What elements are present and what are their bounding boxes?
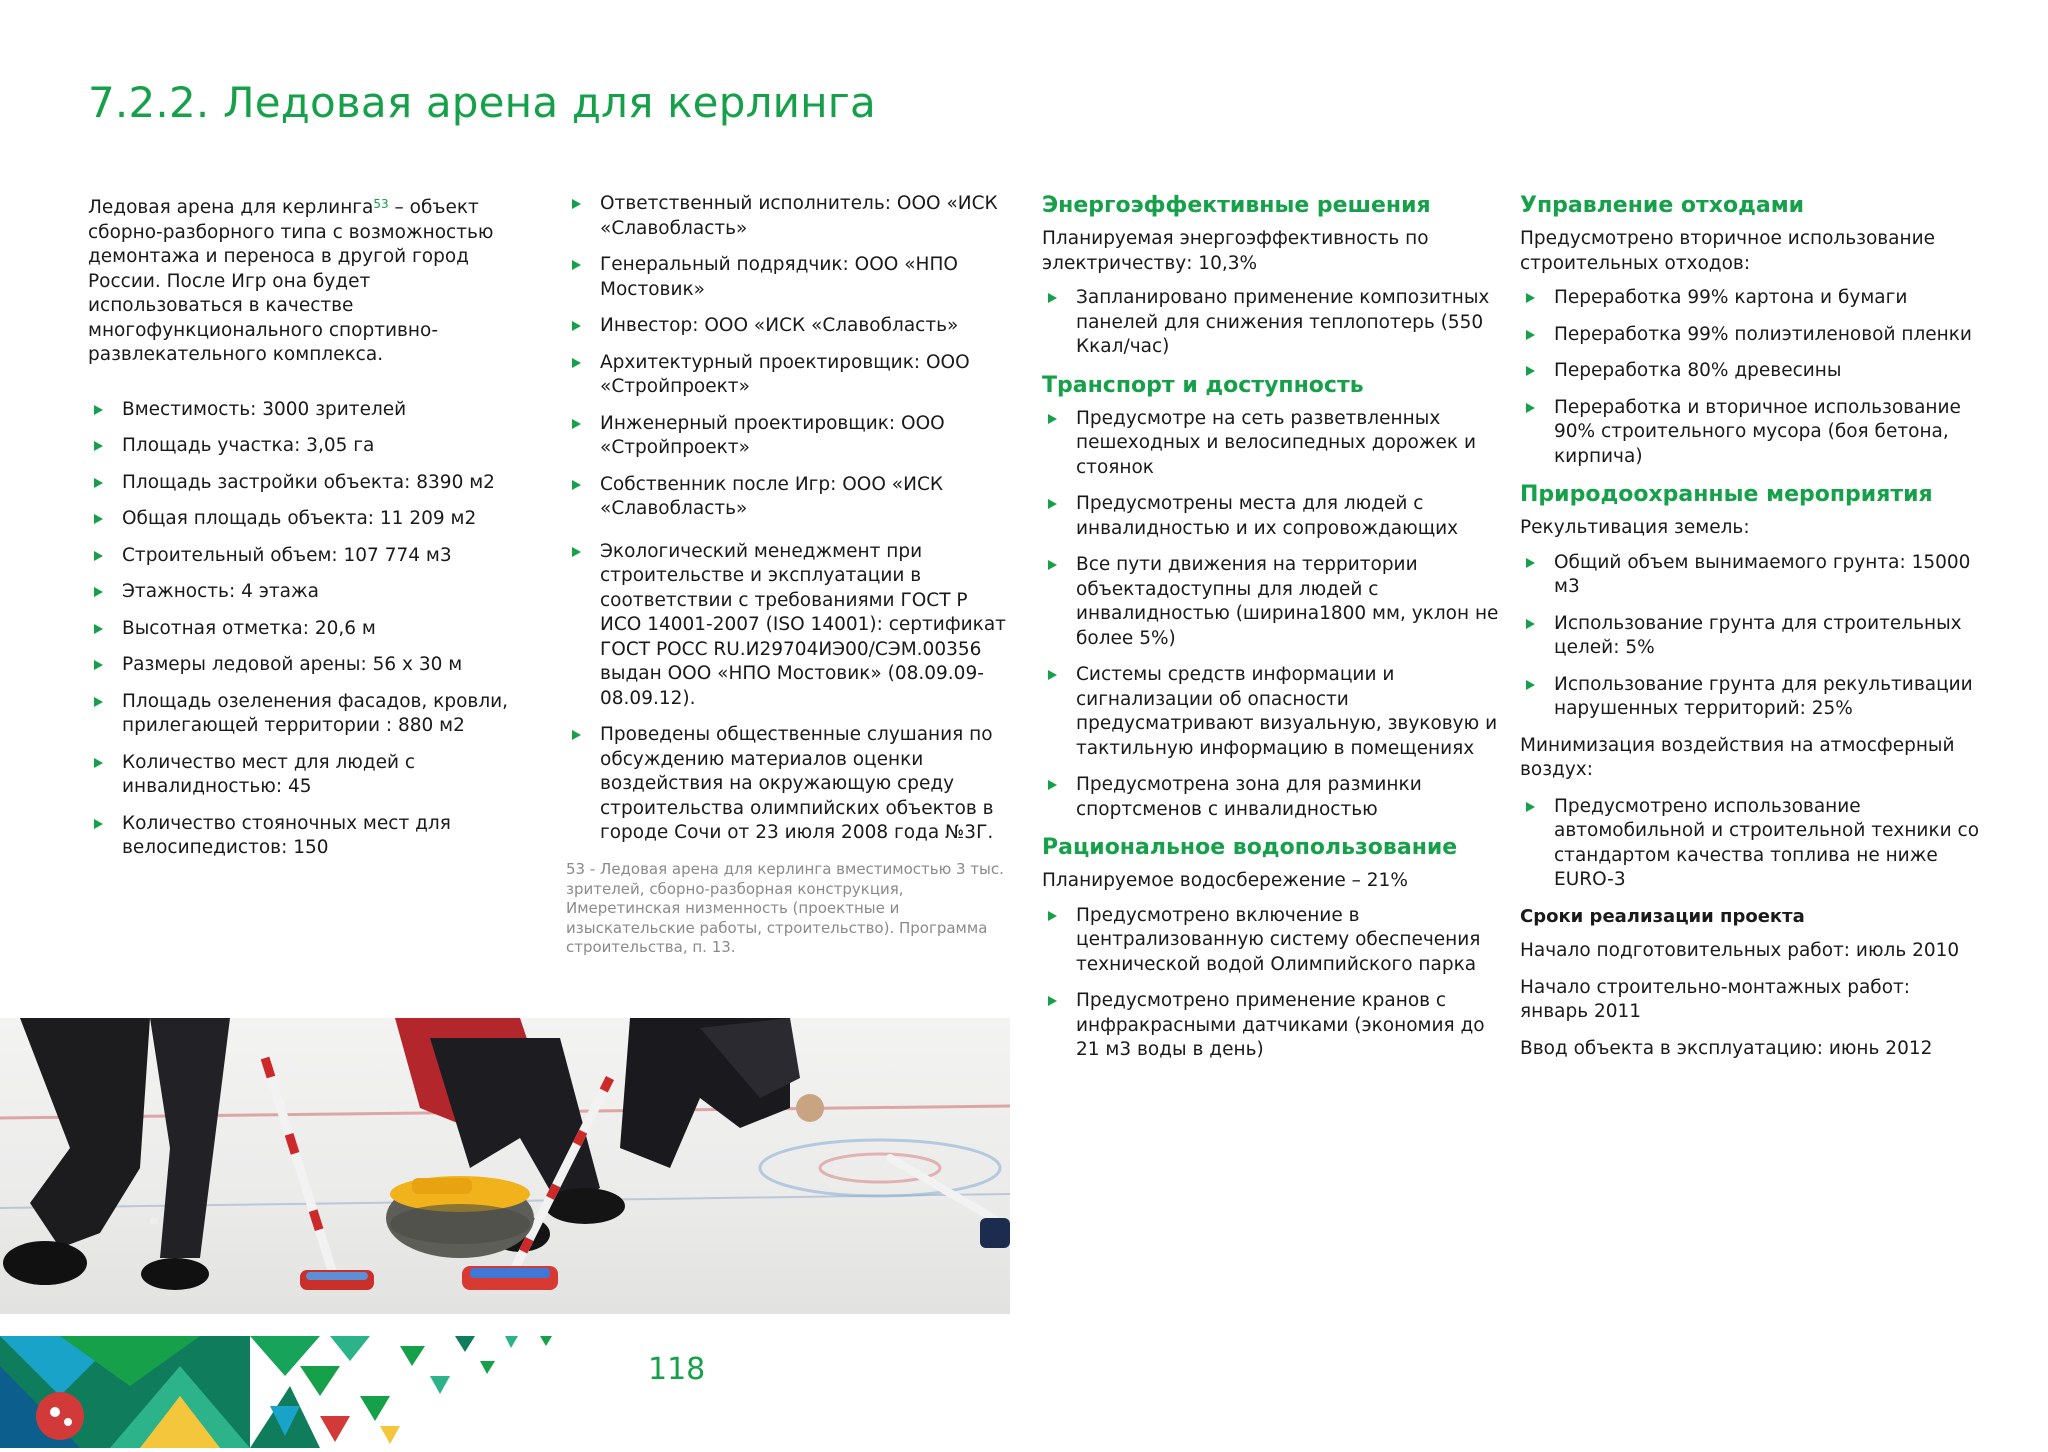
footnote-ref[interactable]: 53 <box>373 197 389 211</box>
list-item <box>1520 323 1980 348</box>
column-environment <box>1520 192 1980 1073</box>
bullet-triangle-icon <box>572 730 581 740</box>
bullet-triangle-icon <box>94 551 103 561</box>
bullet-triangle-icon <box>572 260 581 270</box>
list-item <box>566 253 1010 302</box>
section-text: Минимизация воздействия на атмосферный воздух: <box>1520 734 1955 780</box>
list-item-text: Переработка 99% картона и бумаги <box>1554 287 1908 308</box>
list-item-text: Размеры ледовой арены: 56 х 30 м <box>122 654 463 675</box>
list-item-text: Общая площадь объекта: 11 209 м2 <box>122 508 477 529</box>
section-heading-water: Рациональное водопользование <box>1042 835 1458 860</box>
bullet-triangle-icon <box>1526 680 1535 690</box>
list-item-text: Количество мест для людей с инвалидностью: 45 <box>122 751 416 797</box>
list-item-text: Использование грунта для строительных целей: 5% <box>1554 612 1962 658</box>
bullet-triangle-icon <box>1526 619 1535 629</box>
list-item <box>1042 492 1500 541</box>
schedule-line: Начало строительно-монтажных работ: январь 2011 <box>1520 976 1911 1022</box>
list-item-text: Переработка 80% древесины <box>1554 360 1842 381</box>
list-item-text: Архитектурный проектировщик: ООО «Стройпроект» <box>600 351 970 397</box>
bullet-triangle-icon <box>94 405 103 415</box>
bullet-triangle-icon <box>1048 499 1057 509</box>
list-item-text: Предусмотрены места для людей с инвалидностью и их сопровождающих <box>1076 493 1459 539</box>
player-right <box>620 1018 824 1168</box>
bullet-triangle-icon <box>572 419 581 429</box>
list-item <box>1042 773 1500 822</box>
olympic-pattern-illustration <box>0 1336 600 1448</box>
schedule-line: Начало подготовительных работ: июль 2010 <box>1520 940 1960 961</box>
page-title: 7.2.2. Ледовая арена для керлинга <box>88 78 876 127</box>
bullet-triangle-icon <box>572 199 581 209</box>
list-item-text: Инженерный проектировщик: ООО «Стройпроект» <box>600 412 945 458</box>
list-item-text: Общий объем вынимаемого грунта: 15000 м3 <box>1554 551 1971 597</box>
bullet-triangle-icon <box>1526 802 1535 812</box>
bullet-triangle-icon <box>572 321 581 331</box>
list-item <box>566 412 1010 461</box>
list-item <box>1042 904 1500 978</box>
list-item-text: Собственник после Игр: ООО «ИСК «Славобласть» <box>600 473 944 519</box>
participants-list <box>566 192 1010 522</box>
list-item-text: Количество стояночных мест для велосипедистов: 150 <box>122 812 451 858</box>
list-item <box>1520 795 1980 893</box>
list-item-text: Предусмотрено использование автомобильной и строительной техники со стандартом качества топлива не ниже EURO-3 <box>1554 795 1980 890</box>
list-item <box>88 617 528 642</box>
page-number: 118 <box>648 1352 706 1387</box>
list-item-text: Все пути движения на территории объектадоступны для людей с инвалидностью (ширина1800 мм, уклон не более 5%) <box>1076 554 1499 649</box>
list-item <box>1520 396 1980 470</box>
energy-list <box>1042 286 1500 360</box>
list-item-text: Этажность: 4 этажа <box>122 581 319 602</box>
section-heading-waste: Управление отходами <box>1520 193 1805 218</box>
bullet-triangle-icon <box>1048 670 1057 680</box>
list-item-text: Площадь участка: 3,05 га <box>122 435 375 456</box>
list-item-text: Переработка 99% полиэтиленовой пленки <box>1554 323 1972 345</box>
list-item <box>1042 407 1500 481</box>
list-item <box>88 751 528 800</box>
player-left <box>3 1018 230 1290</box>
list-item <box>566 314 1010 339</box>
list-item-text: Проведены общественные слушания по обсуждению материалов оценки воздействия на окружающую среду строительства олимпийских объектов в городе Сочи от 23 июля 2008 года №3Г. <box>600 724 994 843</box>
bullet-triangle-icon <box>94 441 103 451</box>
bullet-triangle-icon <box>94 514 103 524</box>
list-item <box>1520 551 1980 600</box>
bullet-triangle-icon <box>572 547 581 557</box>
section-heading-transport: Транспорт и доступность <box>1042 372 1364 398</box>
list-item <box>1042 663 1500 761</box>
list-item <box>1520 612 1980 661</box>
list-item-text: Площадь озеленения фасадов, кровли, прилегающей территории : 880 м2 <box>122 690 509 736</box>
list-item <box>88 812 528 861</box>
bullet-triangle-icon <box>94 478 103 488</box>
list-item-text: Предусмотре на сеть разветвленных пешеходных и велосипедных дорожек и стоянок <box>1076 407 1476 478</box>
params-list <box>88 398 528 861</box>
bullet-triangle-icon <box>1048 996 1057 1006</box>
bullet-triangle-icon <box>572 358 581 368</box>
section-heading-schedule: Сроки реализации проекта <box>1520 905 1805 927</box>
list-item <box>1520 359 1980 384</box>
land-list <box>1520 551 1980 722</box>
list-item-text: Предусмотрена зона для разминки спортсменов с инвалидностью <box>1076 774 1422 820</box>
list-item-text: Вместимость: 3000 зрителей <box>122 398 407 420</box>
air-list <box>1520 795 1980 893</box>
section-text: Рекультивация земель: <box>1520 517 1750 538</box>
bullet-triangle-icon <box>1048 560 1057 570</box>
list-item <box>88 580 528 605</box>
list-item-text: Экологический менеджмент при строительстве и эксплуатации в соответствии с требованиями ГОСТ Р ИСО 14001-2007 (ISO 14001): сертификат ГОСТ РОСС RU.И29704ИЭ00/СЭМ.00356 выдан ООО «НПО Мостовик» (08.09.09-08.09.12). <box>600 540 1006 709</box>
transport-list <box>1042 407 1500 823</box>
list-item <box>88 398 528 423</box>
bullet-triangle-icon <box>1526 558 1535 568</box>
bullet-triangle-icon <box>1526 330 1535 340</box>
list-item <box>1520 673 1980 722</box>
column-participants <box>566 192 1010 858</box>
list-item <box>1042 286 1500 360</box>
list-item <box>566 351 1010 400</box>
bullet-triangle-icon <box>1526 403 1535 413</box>
list-item <box>88 434 528 459</box>
bullet-triangle-icon <box>572 480 581 490</box>
curling-photo-illustration <box>0 1018 1010 1314</box>
list-item-text: Инвестор: ООО «ИСК «Славобласть» <box>600 315 959 336</box>
list-item-text: Системы средств информации и сигнализации об опасности предусматривают визуальную, звуковую и тактильную информацию в помещениях <box>1076 664 1498 759</box>
intro-text-post: – объект сборно-разборного типа с возможностью демонтажа и переноса в другой город России. После Игр она будет использоваться в качестве многофункционального спортивно-развлекательного комплекса. <box>88 197 494 365</box>
bullet-triangle-icon <box>1526 293 1535 303</box>
bullet-triangle-icon <box>1048 293 1057 303</box>
bullet-triangle-icon <box>94 758 103 768</box>
bullet-triangle-icon <box>94 660 103 670</box>
section-text: Предусмотрено вторичное использование строительных отходов: <box>1520 228 1936 274</box>
column-object-params <box>88 192 528 873</box>
list-item <box>88 507 528 532</box>
section-heading-nature: Природоохранные мероприятия <box>1520 482 1933 507</box>
bullet-triangle-icon <box>94 697 103 707</box>
list-item <box>1520 286 1980 311</box>
list-item-text: Предусмотрено включение в централизованную систему обеспечения технической водой Олимпийского парка <box>1076 904 1481 975</box>
list-item-text: Предусмотрено применение кранов с инфракрасными датчиками (экономия до 21 м3 воды в день) <box>1076 990 1485 1060</box>
bullet-triangle-icon <box>94 819 103 829</box>
curling-photo <box>0 1018 1010 1314</box>
bullet-triangle-icon <box>1048 780 1057 790</box>
column-solutions <box>1042 192 1500 1075</box>
list-item <box>88 544 528 569</box>
list-item-text: Площадь застройки объекта: 8390 м2 <box>122 471 495 493</box>
list-item <box>1042 553 1500 651</box>
decorative-pattern <box>0 1336 600 1448</box>
bullet-triangle-icon <box>94 624 103 634</box>
bullet-triangle-icon <box>1048 911 1057 921</box>
ecology-list <box>566 540 1010 846</box>
list-item-text: Запланировано применение композитных панелей для снижения теплопотерь (550 Ккал/час) <box>1076 287 1490 357</box>
list-item <box>566 540 1010 712</box>
list-item <box>566 192 1010 241</box>
list-item <box>1042 989 1500 1063</box>
intro-text-pre: Ледовая арена для керлинга <box>88 197 374 218</box>
list-item-text: Высотная отметка: 20,6 м <box>122 617 376 639</box>
water-list <box>1042 904 1500 1063</box>
bullet-triangle-icon <box>1526 366 1535 376</box>
footnote: 53 - Ледовая арена для керлинга вместимостью 3 тыс. зрителей, сборно-разборная конструкция, Имеретинская низменность (проектные и изыскательские работы, строительство). Программа строительства, п. 13. <box>566 860 1004 956</box>
list-item-text: Строительный объем: 107 774 м3 <box>122 544 452 566</box>
schedule-line: Ввод объекта в эксплуатацию: июнь 2012 <box>1520 1037 1933 1059</box>
bullet-triangle-icon <box>1048 414 1057 424</box>
list-item <box>566 473 1010 522</box>
list-item <box>88 690 528 739</box>
list-item-text: Использование грунта для рекультивации нарушенных территорий: 25% <box>1554 673 1973 719</box>
section-heading-energy: Энергоэффективные решения <box>1042 193 1431 218</box>
list-item <box>566 723 1010 846</box>
list-item-text: Переработка и вторичное использование 90% строительного мусора (боя бетона, кирпича) <box>1554 396 1961 467</box>
list-item <box>88 653 528 678</box>
section-text: Планируемое водосбережение – 21% <box>1042 870 1408 891</box>
bullet-triangle-icon <box>94 587 103 597</box>
list-item-text: Генеральный подрядчик: ООО «НПО Мостовик» <box>600 254 958 300</box>
curling-stone-icon <box>386 1176 534 1258</box>
waste-list <box>1520 286 1980 469</box>
intro-paragraph <box>88 192 528 368</box>
section-text: Планируемая энергоэффективность по электричеству: 10,3% <box>1042 228 1429 274</box>
list-item-text: Ответственный исполнитель: ООО «ИСК «Славобласть» <box>600 193 998 239</box>
list-item <box>88 471 528 496</box>
